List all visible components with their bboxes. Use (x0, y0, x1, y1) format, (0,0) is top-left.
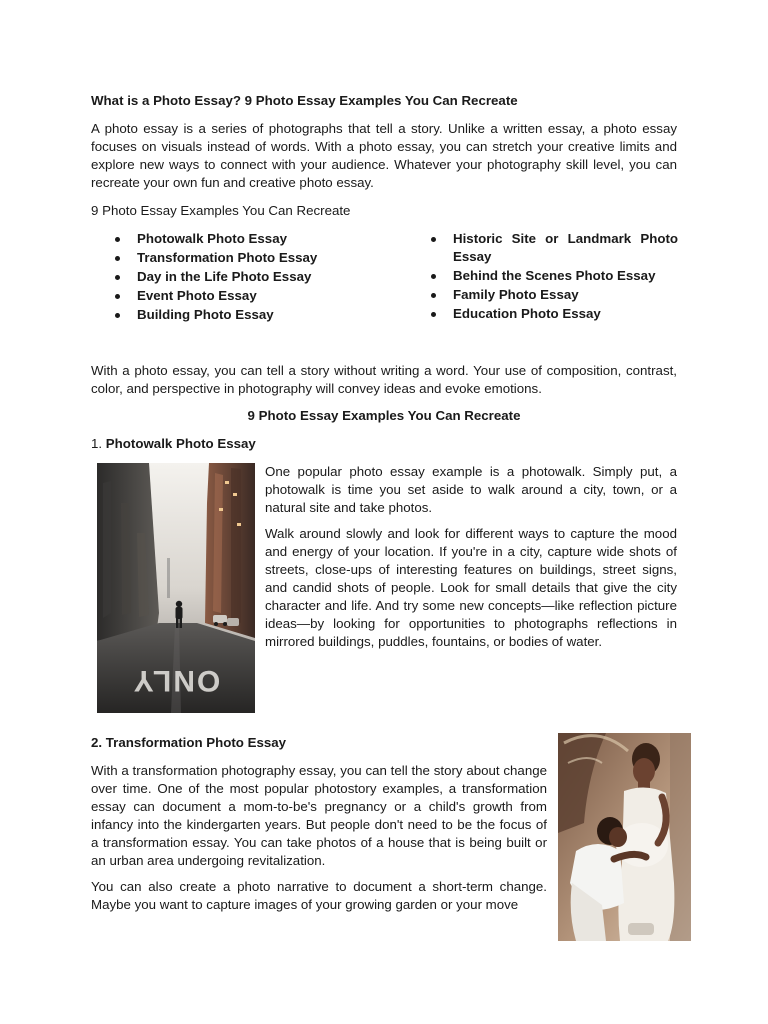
list-item: Historic Site or Landmark Photo Essay (428, 230, 678, 266)
examples-list-right (428, 230, 678, 324)
list-item: Building Photo Essay (112, 306, 362, 324)
section1-title: Photowalk Photo Essay (105, 436, 256, 451)
list-item: Family Photo Essay (428, 286, 678, 304)
section2-paragraph: You can also create a photo narrative to document a short-term change. Maybe you want to capture images of your growing garden or your move (91, 879, 547, 912)
summary-paragraph: With a photo essay, you can tell a story without writing a word. Your use of composition, contrast, color, and perspective in photography will convey ideas and evoke emotions. (91, 363, 677, 396)
examples-list-left (112, 230, 362, 325)
list-item: Transformation Photo Essay (112, 249, 362, 267)
section2-heading: 2. Transformation Photo Essay (91, 735, 287, 750)
section1-number: 1. (91, 436, 103, 451)
section1-paragraph: One popular photo essay example is a photowalk. Simply put, a photowalk is time you set aside to walk around a city, town, or a natural site and take photos. (265, 464, 677, 515)
list-item: Education Photo Essay (428, 305, 678, 323)
maternity-photo (558, 733, 691, 941)
intro-paragraph: A photo essay is a series of photographs that tell a story. Unlike a written essay, a photo essay focuses on visuals instead of words. With a photo essay, you can stretch your creative limits and explore new ways to connect with your audience. Whatever your photography skill level, you can recreate your own fun and creative photo essay. (91, 121, 677, 190)
section2-paragraph: With a transformation photography essay, you can tell the story about change over time. One of the most popular photostory examples, a transformation essay can document a mom-to-be's pregnancy or a child's growth from infancy into the kindergarten years. But people don't need to be the focus of a transformation essay. You can take photos of a house that is being built or an urban area undergoing revitalization. (91, 763, 547, 868)
section1-heading (91, 435, 491, 453)
section-heading: 9 Photo Essay Examples You Can Recreate (247, 408, 521, 423)
list-item: Day in the Life Photo Essay (112, 268, 362, 286)
page-title: What is a Photo Essay? 9 Photo Essay Examples You Can Recreate (91, 93, 518, 108)
list-item: Photowalk Photo Essay (112, 230, 362, 248)
list-item: Event Photo Essay (112, 287, 362, 305)
section2-body (91, 762, 547, 922)
section1-paragraph: Walk around slowly and look for different ways to capture the mood and energy of your location. If you're in a city, capture wide shots of streets, close-ups of interesting features on buildings, street signs, and candid shots of people. Look for small details that give the city character and life. And try some new concepts—like reflection picture ideas—by looking for opportunities to photographs reflections in mirrored buildings, puddles, fountains, or bodies of water. (265, 526, 677, 649)
photowalk-photo (97, 463, 255, 713)
list-heading: 9 Photo Essay Examples You Can Recreate (91, 203, 351, 218)
section1-body (265, 463, 677, 659)
list-item: Behind the Scenes Photo Essay (428, 267, 678, 285)
road-marking-text: ONLY (131, 664, 221, 697)
